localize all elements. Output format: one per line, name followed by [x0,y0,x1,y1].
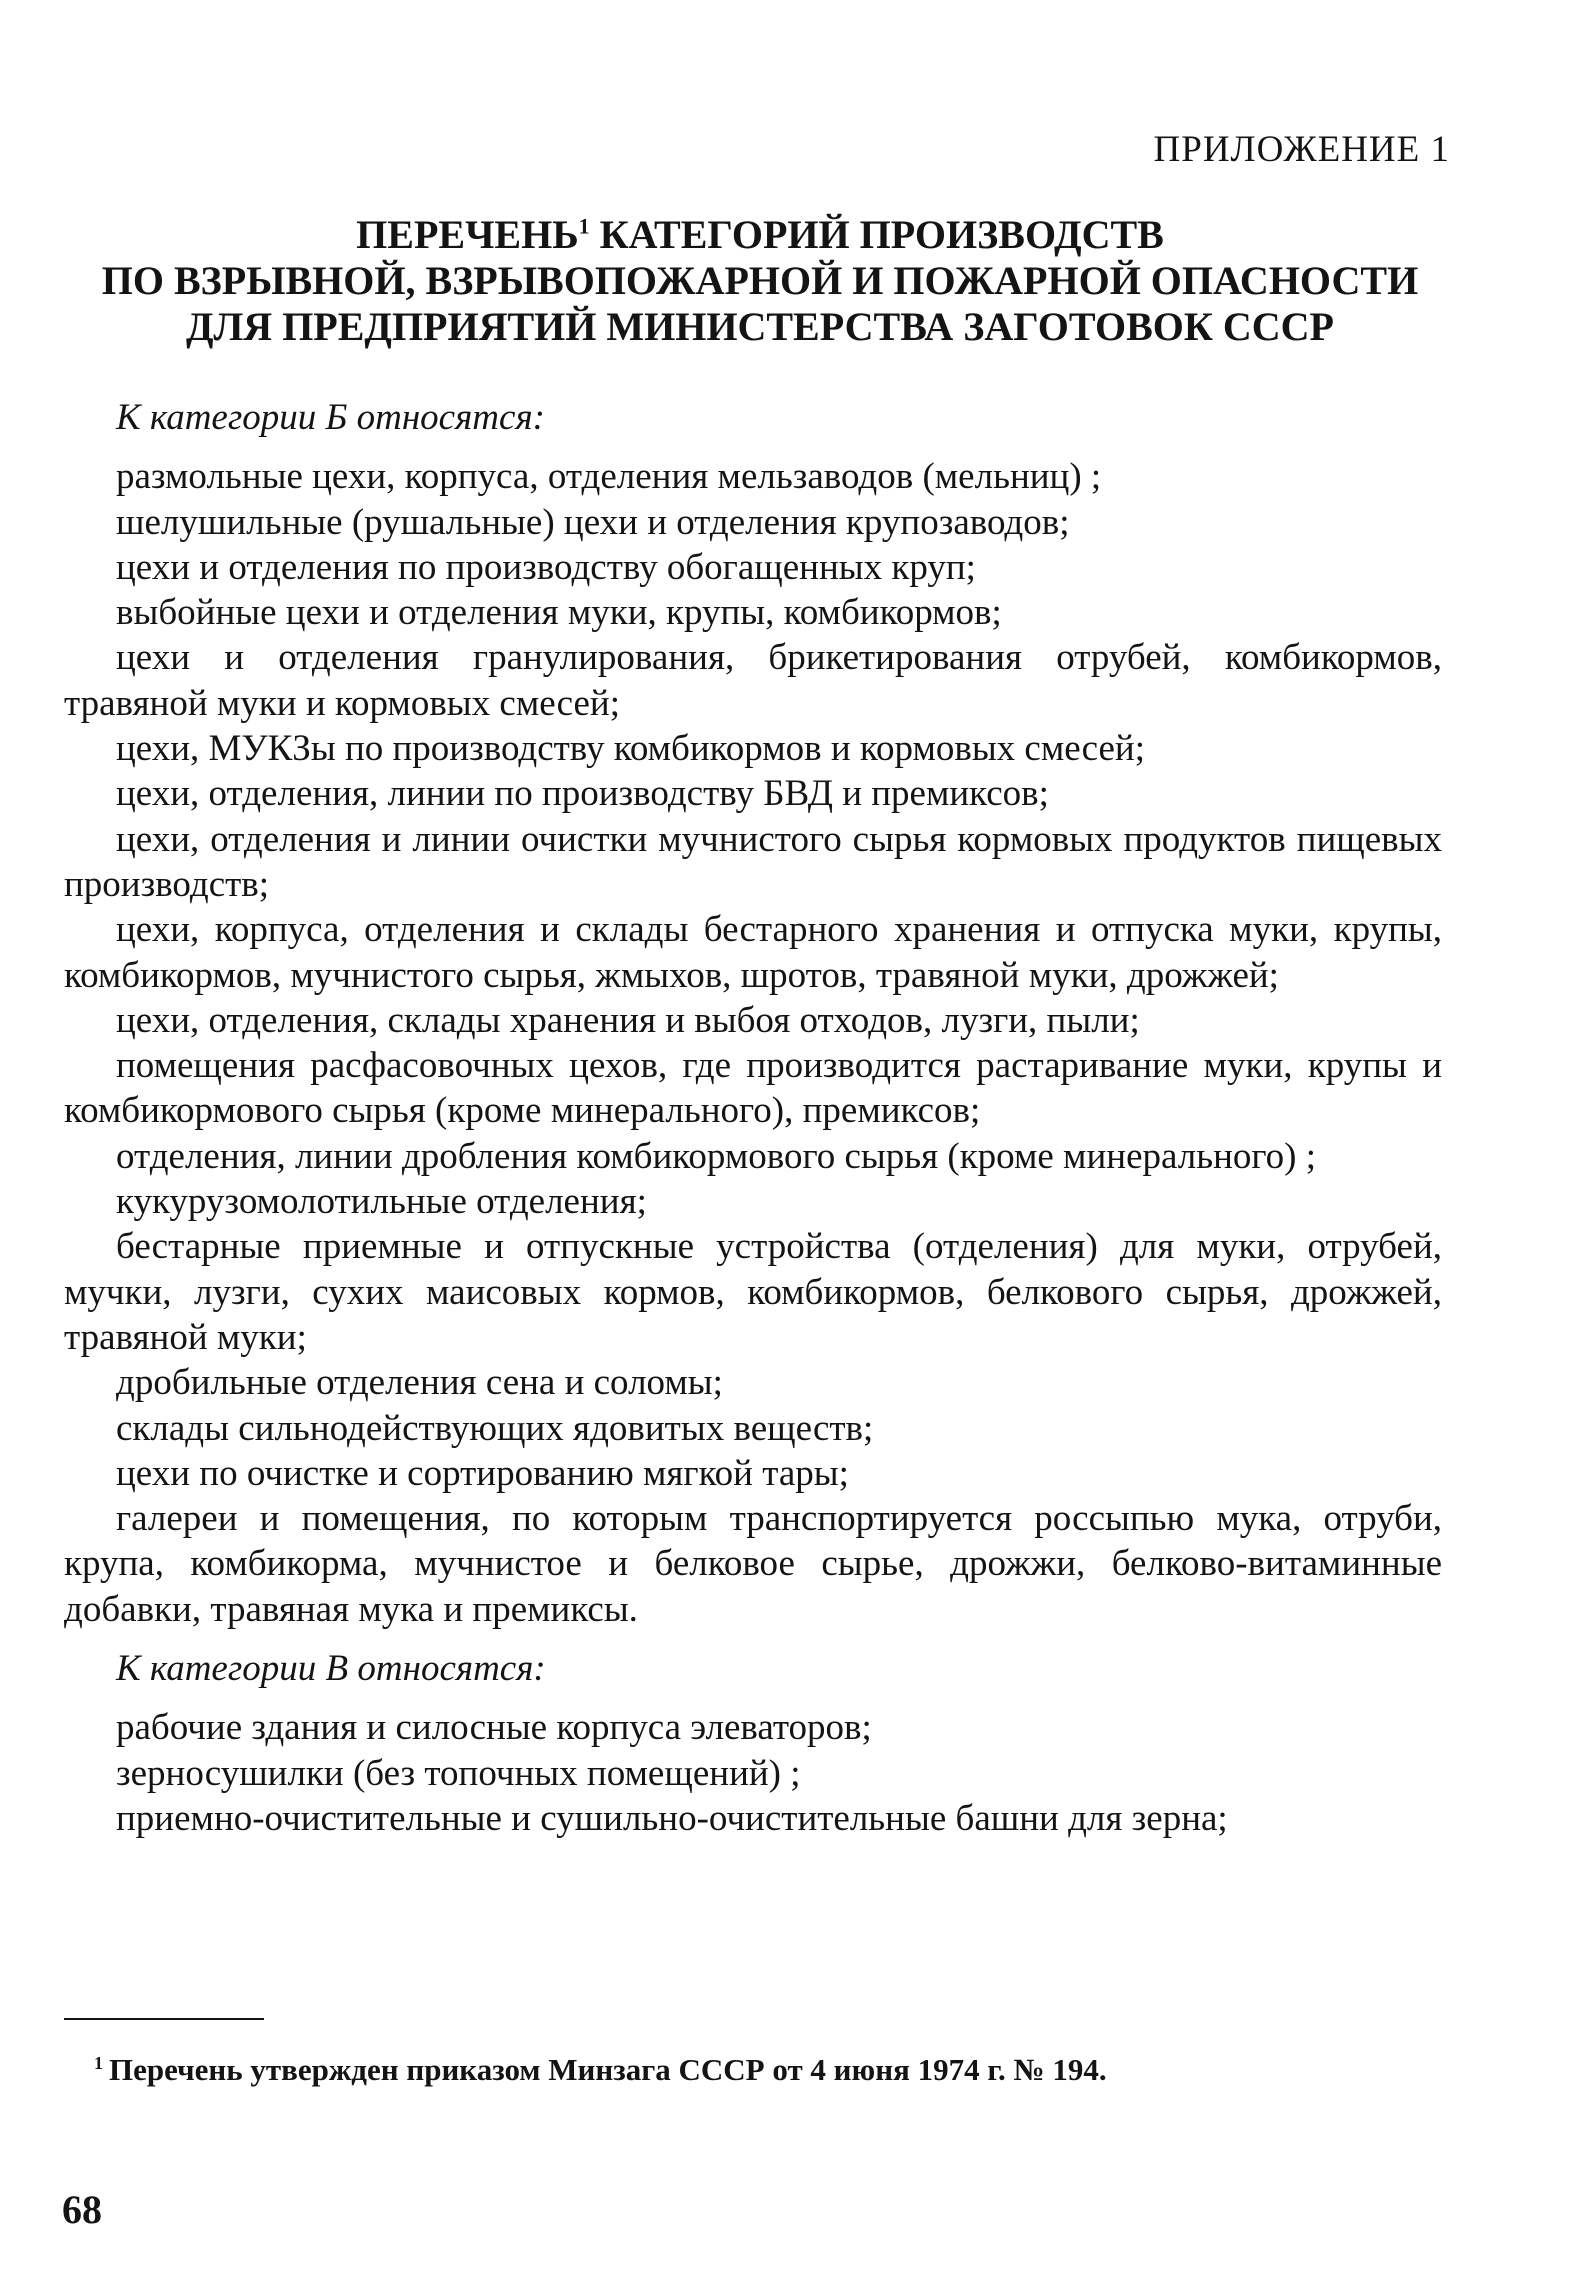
footnote [94,2052,1107,2088]
footnote-text: Перечень утвержден приказом Минзага СССР от 4 июня 1974 г. № 194. [109,2052,1107,2087]
document-title [100,212,1420,350]
category-b-item: цехи и отделения по производству обогащенных круп; [116,546,976,588]
title-word: ПЕРЕЧЕНЬ [356,212,579,257]
footnote-divider [64,2018,264,2020]
category-b-item: помещения расфасовочных цехов, где производится растаривание муки, крупы и комбикормового сырья (кроме минерального), премиксов; [64,1045,1442,1132]
category-b-item: отделения, линии дробления комбикормового сырья (кроме минерального) ; [116,1135,1316,1177]
category-b-item: цехи по очистке и сортированию мягкой тары; [116,1452,849,1494]
category-v-item: рабочие здания и силосные корпуса элеваторов; [116,1707,872,1749]
category-b-item: галереи и помещения, по которым транспортируется россыпью мука, отруби, крупа, комбикорма, мучнистое и белковое сырье, дрожжи, белково-витаминные добавки, травяная мука и премиксы. [64,1498,1442,1630]
footnote-mark: 1 [94,2052,103,2073]
body-text [64,395,1442,1841]
category-b-item: дробильные отделения сена и соломы; [116,1362,723,1404]
title-line-1 [100,212,1420,258]
category-b-item: склады сильнодействующих ядовитых веществ; [116,1407,874,1449]
category-b-item: цехи, МУКЗы по производству комбикормов и кормовых смесей; [116,728,1145,770]
title-line-1-rest: КАТЕГОРИЙ ПРОИЗВОДСТВ [589,212,1164,257]
category-b-item: кукурузомолотильные отделения; [116,1181,647,1223]
category-b-item: цехи, отделения, склады хранения и выбоя отходов, лузги, пыли; [116,999,1140,1041]
category-v-item: зерносушилки (без топочных помещений) ; [116,1752,801,1794]
appendix-label: ПРИЛОЖЕНИЕ 1 [1153,129,1450,170]
title-line-3: ДЛЯ ПРЕДПРИЯТИЙ МИНИСТЕРСТВА ЗАГОТОВОК СССР [185,304,1334,349]
category-b-item: бестарные приемные и отпускные устройства (отделения) для муки, отрубей, мучки, лузги, сухих маисовых кормов, комбикормов, белкового сырья, дрожжей, травяной муки; [64,1226,1442,1358]
footnote-reference-mark: 1 [578,213,590,239]
category-b-item: цехи, отделения, линии по производству БВД и премиксов; [116,773,1049,815]
category-b-item: шелушильные (рушальные) цехи и отделения крупозаводов; [116,501,1070,543]
category-b-item: выбойные цехи и отделения муки, крупы, комбикормов; [116,592,1002,634]
category-b-item: цехи и отделения гранулирования, брикетирования отрубей, комбикормов, травяной муки и кормовых смесей; [64,637,1442,724]
category-v-heading: К категории В относятся: [116,1648,546,1690]
category-b-item: размольные цехи, корпуса, отделения мельзаводов (мельниц) ; [116,456,1102,498]
title-line-2: ПО ВЗРЫВНОЙ, ВЗРЫВОПОЖАРНОЙ И ПОЖАРНОЙ ОПАСНОСТИ [101,258,1419,303]
page-number: 68 [62,2187,102,2232]
category-b-item: цехи, корпуса, отделения и склады бестарного хранения и отпуска муки, крупы, комбикормов, мучнистого сырья, жмыхов, шротов, травяной муки, дрожжей; [64,909,1442,996]
category-b-item: цехи, отделения и линии очистки мучнистого сырья кормовых продуктов пищевых производств; [64,818,1442,905]
category-v-item: приемно-очистительные и сушильно-очистительные башни для зерна; [116,1797,1228,1839]
category-b-heading: К категории Б относятся: [116,397,545,438]
